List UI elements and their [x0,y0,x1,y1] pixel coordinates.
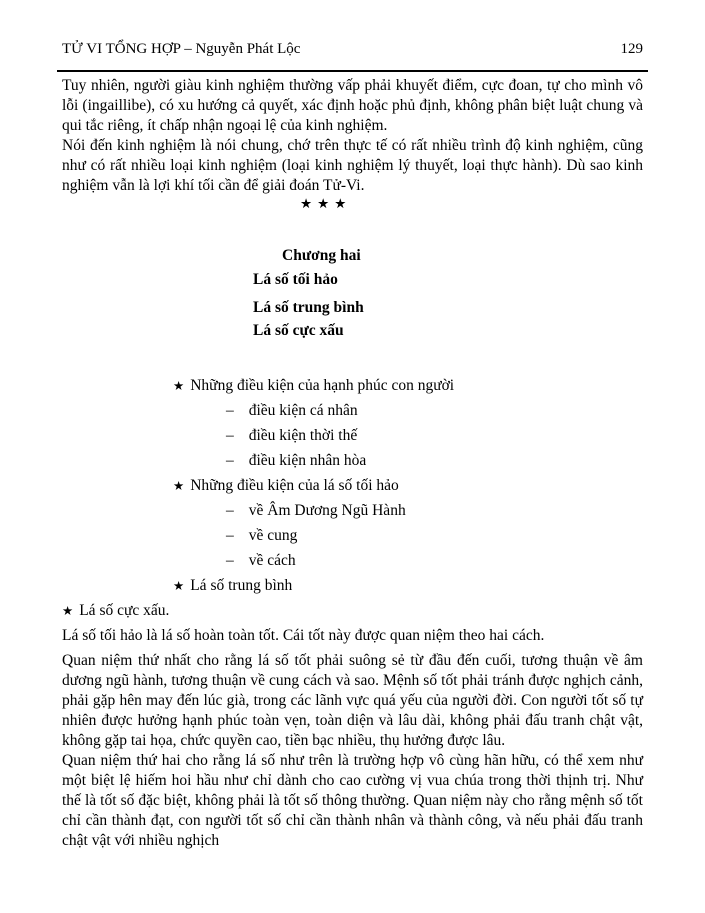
section-separator-stars-icon: ★★★ [300,196,352,212]
outline-item [173,476,643,495]
dash-bullet-icon: – [226,402,234,419]
outline-item-label: Những điều kiện của lá số tối hảo [190,477,399,494]
chapter-outline [62,376,643,620]
chapter-subtitle-1: Lá số tối hảo [253,271,338,288]
dash-bullet-icon: – [226,452,234,469]
chapter-title: Chương hai [282,247,361,264]
outline-item-label: Lá số trung bình [190,577,293,594]
outline-item-label: Những điều kiện của hạnh phúc con người [190,377,455,394]
outline-item [226,426,643,445]
outline-item [62,601,643,620]
intro-paragraph-2: Nói đến kinh nghiệm là nói chung, chớ trên thực tế có rất nhiều trình độ kinh nghiệm, cũng như có rất nhiều loại kinh nghiệm (loại kinh nghiệm lý thuyết, loại thực hành). Dù sao kinh nghiệm vẫn là lợi khí tối cần để giải đoán Tử-Vi. [62,137,643,194]
dash-bullet-icon: – [226,527,234,544]
dash-bullet-icon: – [226,552,234,569]
outline-item-label: Lá số cực xấu. [79,602,170,619]
chapter-subtitle-3: Lá số cực xấu [253,322,344,339]
outline-item-label: về cung [248,527,298,544]
page-content [0,76,705,851]
star-bullet-icon: ★ [173,378,185,393]
body-paragraph-1: Lá số tối hảo là lá số hoàn toàn tốt. Cái tốt này được quan niệm theo hai cách. [62,627,545,644]
dash-bullet-icon: – [226,427,234,444]
outline-item-label: điều kiện thời thế [248,427,358,444]
intro-paragraph-1: Tuy nhiên, người giàu kinh nghiệm thường vấp phải khuyết điểm, cực đoan, tự cho mình vô lỗi (ingaillibe), có xu hướng cả quyết, xác định hoặc phủ định, không phân biệt luật chung và qui tắc riêng, ít chấp nhận ngoại lệ của kinh nghiệm. [62,77,643,134]
running-title: TỬ VI TỔNG HỢP – Nguyễn Phát Lộc [62,41,301,57]
outline-item-label: về Âm Dương Ngũ Hành [248,502,406,519]
outline-item-label: về cách [248,552,296,569]
outline-item-label: điều kiện cá nhân [248,402,358,419]
page-number: 129 [620,41,643,57]
body-paragraph-3: Quan niệm thứ hai cho rằng lá số như trên là trường hợp vô cùng hãn hữu, có thể xem như một biệt lệ hiếm hoi hầu như chỉ dành cho cao cường vị vua chúa trong thời thịnh trị. Như thế là tốt số đặc biệt, không phải là tốt số thông thường. Quan niệm này cho rằng mệnh số tốt chỉ cần thành đạt, con người tốt số chỉ cần thành nhân và thành công, và nếu phải đấu tranh chật vật với nhiều nghịch [62,752,643,849]
outline-item [226,501,643,520]
outline-item [226,451,643,470]
star-bullet-icon: ★ [62,603,74,618]
star-bullet-icon: ★ [173,578,185,593]
outline-item [173,576,643,595]
outline-item [226,551,643,570]
outline-item [226,526,643,545]
dash-bullet-icon: – [226,502,234,519]
body-paragraph-2: Quan niệm thứ nhất cho rằng lá số tốt phải suông sẻ từ đầu đến cuối, tương thuận về âm dương ngũ hành, tương thuận về cung cách và sao. Mệnh số tốt phải tránh được nghịch cảnh, phải gặp hên may đến lúc già, trong các lãnh vực quá yếu của người đời. Con người tốt số tự nhiên được hưởng hạnh phúc toàn vẹn, toàn diện và lâu dài, không phải đấu tranh chật vật, không gặp tai họa, chức quyền cao, tiền bạc nhiều, thụ hưởng được lâu. [62,652,643,749]
outline-item [173,376,643,395]
outline-item [226,401,643,420]
star-bullet-icon: ★ [173,478,185,493]
chapter-subtitle-2: Lá số trung bình [253,299,364,316]
header-divider [57,70,648,72]
outline-item-label: điều kiện nhân hòa [248,452,367,469]
page-header [62,0,643,58]
